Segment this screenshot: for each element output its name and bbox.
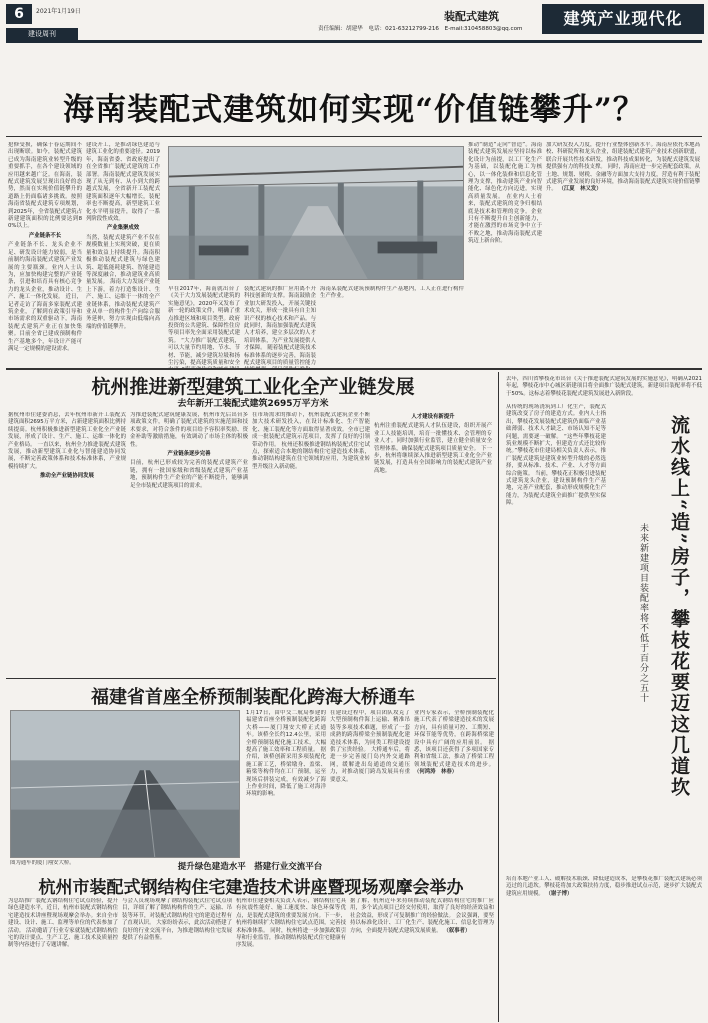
panzhihua-paragraph: 当前，攀枝花正积极引进装配式建筑龙头企业，建设预制构件生产基地，完善产业配套，推动形成规模化生产能力，为装配式建筑全面推广提供坚实保障。 [506, 470, 606, 507]
hainan-factory-photo [168, 146, 464, 280]
hainan-column-5 [468, 142, 542, 368]
seminar-paragraph: 活动邀请了行业专家就装配式钢结构住宅的设计要点、生产工艺、施工技术及质量控制等内容进行了专题讲解。 [8, 927, 118, 949]
fujian-column-1 [246, 710, 326, 860]
fujian-paragraph: 业内专家表示，全桥预制装配化施工代表了桥梁建造技术的发展方向，具有质量可控、工期短、环保节能等优势，在跨海桥梁建设中具有广阔的应用前景。 [414, 710, 494, 746]
column-brand: 建筑产业现代化 [542, 4, 704, 34]
panzhihua-column-2 [506, 876, 702, 1018]
hangzhou-paragraph: 杭州还积极推进钢结构装配式住宅试点，探索适合本地的钢结构住宅建造技术体系，推动钢结构建筑在住宅领域的应用，为建筑业转型升级注入新动能。 [252, 441, 370, 470]
hangzhou-paragraph: 目前，杭州已形成较为完善的装配式建筑产业链，拥有一批国家级和省级装配式建筑产业基地，预制构件生产企业的产能不断提升，能够满足全市装配式建筑项目的需求。 [130, 460, 248, 489]
hainan-paragraph: 海南大力发展产业链上下游，着力打造集设计、生产、施工、运维于一体的全产业链体系，推动装配式建筑产业从单一的构件生产向综合服务延伸，努力实现由低端向高端的价值链攀升。 [86, 279, 160, 330]
hangzhou-subheadline: 去年新开工装配式建筑2695万平方米 [177, 399, 329, 409]
seminar-paragraph: 大家纷纷表示，此次活动搭建了良好的行业交流平台，为推进钢结构住宅发展提供了有益借鉴。 [122, 920, 232, 942]
headline-rule [6, 136, 702, 137]
fujian-paragraph: 据悉，该项目还获得了多项国家专利和省级工法，推动了桥梁工程领域装配式建造技术的进步。 [414, 739, 494, 768]
fujian-signature: （何鸿涛 林春） [414, 769, 458, 776]
seminar-column-3 [236, 898, 346, 1020]
panzhihua-headline-box [608, 403, 698, 871]
hangzhou-paragraph: 杭州注重装配式建筑人才队伍建设，组织开展产业工人技能培训，培育一批懂技术、会管理的专业人才。同时加强行业监管，建立健全质量安全管理体系，确保装配式建筑项目质量安全。 [374, 423, 492, 452]
main-headline: 海南装配式建筑如何实现“价值链攀升”？ [63, 92, 645, 128]
masthead-rule [6, 40, 702, 43]
seminar-paragraph: 为总结推广装配式钢结构住宅试点经验，提升绿色建造水平，近日，杭州市装配式钢结构住宅建造技术讲座暨现场观摩会举办。来自全市建设、设计、施工、监理等单位的代表参加了活动。 [8, 898, 118, 934]
hainan-photo-caption: 海南某装配式建筑预制构件生产基地内，工人正在进行构件生产作业。 [320, 286, 464, 300]
bridge-photo-image [11, 711, 239, 857]
section-title: 装配式建筑 [444, 10, 499, 23]
panzhihua-paragraph: 培育本地产业工人、破解技术瓶颈、降低建造成本，是攀枝花推广装配式建筑必须迈过的几道坎。攀枝花将加大政策扶持力度，稳步推进试点示范，逐步扩大装配式建筑应用规模。 [506, 876, 702, 897]
hangzhou-column-1 [8, 412, 126, 674]
hainan-column-6 [546, 142, 700, 368]
hainan-column-3 [168, 286, 240, 368]
hainan-paragraph: 装配式建筑的推广应用离不开科技创新的支撑。海南鼓励企业加大研发投入，开展关键技术攻关，形成一批具有自主知识产权的核心技术和产品。与此同时，海南加强装配式建筑人才培养，建立多层次的人才培训体系，为产业发展提供人才保障。 [244, 286, 316, 352]
panzhihua-intro: 去年，四川省攀枝花市出台《关于推进装配式建筑发展的实施意见》，明确从2021年起，攀枝花市中心城区新建项目将全面推广装配式建筑，新建项目装配率将不低于50%。这标志着攀枝花装配式建筑发展进入新阶段。 [506, 376, 702, 397]
hainan-column-1 [8, 142, 82, 368]
seminar-column-4 [350, 898, 494, 1020]
hainan-column-4 [244, 286, 316, 368]
fujian-paragraph: 大桥通车后，将进一步完善厦门岛内外交通路网，缓解进出岛通道的交通压力，对推动厦门跨岛发展具有重要意义。 [330, 747, 410, 783]
hangzhou-paragraph: 为推进装配式建筑健康发展，杭州市先后出台多项政策文件，明确了装配式建筑的实施范围和技术要求，对符合条件的项目给予容积率奖励、资金补助等激励措施，有效调动了市场主体的积极性。 [130, 412, 248, 448]
hainan-subhead: 产业链条不长 [28, 232, 62, 239]
panzhihua-paragraph: “这些年攀枝花建筑业规模不断扩大，但建造方式还比较传统。”攀枝花市住建局相关负责人表示，推广装配式建筑是建筑业转型升级的必然选择，要从标准、技术、产业、人才等方面综合施策。 [506, 433, 606, 477]
hangzhou-paragraph: 一直以来，杭州全力推进装配式建筑发展，推动新型建筑工业化与智能建造协同发展，不断完善政策体系和技术标准体系，产业规模持续扩大。 [8, 441, 126, 470]
panzhihua-signature: （谢子博） [545, 890, 573, 897]
hangzhou-paragraph: 在市场需求的推动下，杭州装配式建筑企业不断加大技术研发投入，在设计标准化、生产智能化、施工装配化等方面取得显著成效。全市已建成一批装配式建筑示范项目，发挥了良好的引领带动作用。 [252, 412, 370, 448]
section-rule [6, 368, 702, 370]
hangzhou-column-4 [374, 412, 492, 674]
issue-date: 2021年1月19日 [36, 8, 81, 15]
factory-photo-image [169, 147, 463, 279]
seminar-paragraph: 同时，杭州将进一步加强政策引导和行业监管，推动钢结构装配式住宅健康有序发展。 [236, 927, 346, 949]
hainan-paragraph: 随着装配式建筑技术标准体系的逐步完善，海南装配式建筑项目的质量管控能力 [244, 345, 316, 367]
fujian-paragraph: 在建设过程中，项目团队攻克了大型预制构件海上运输、精准吊装等多项技术难题，形成了一套成熟的跨海桥梁全预制装配化建造技术体系，为同类工程建设提供了宝贵经验。 [330, 710, 410, 754]
seminar-headline: 杭州市装配式钢结构住宅建造技术讲座暨现场观摩会举办 [38, 878, 464, 898]
hangzhou-subhead: 产业链条逐步完善 [167, 451, 211, 458]
hangzhou-column-3 [252, 412, 370, 674]
seminar-column-1 [8, 898, 118, 1020]
panzhihua-subheadline: 未来新建项目装配率将不低于百分之五十 [638, 523, 648, 703]
fujian-paragraph: 1月17日，由中交二航局参建的福建省首座全桥预制装配化跨海大桥——厦门翔安大桥正式通车。该桥全长约12.4公里，采用全桥预制装配化施工技术，大幅提高了施工效率和工程质量。 [246, 710, 326, 754]
panzhihua-column-1 [506, 404, 606, 872]
seminar-paragraph: 杭州市住建委相关负责人表示，钢结构住宅具有抗震性能好、施工速度快、绿色环保等优点，是装配式建筑的重要发展方向。下一步，杭州将继续扩大钢结构住宅试点范围，完善技术标准体系。 [236, 898, 346, 934]
hainan-paragraph: 加大研发投入力度，提升行业整体创新水平。海南应依托本地高校、科研院所和龙头企业，组建装配式建筑产业技术创新联盟，联合开展共性技术研发，推动科技成果转化，为装配式建筑发展提供强有力的科技支撑。 [546, 142, 700, 171]
hainan-paragraph: 建设开工，是推动绿色建造与建筑工业化的重要途径。2019年，海南省委、省政府提出了在全省推广装配式建筑的工作部署。海南装配式建筑发展实现了从无到有、从小到大的跨越式发展，全省新开工装配式建筑面积逐年大幅增长，装配率也不断提高，新型建筑工业化水平明显提升，取得了一系列阶段性成效。 [86, 142, 160, 223]
bridge-photo-caption: 图为通车的厦门翔安大桥。 [10, 860, 75, 866]
hainan-paragraph: 早在2017年，海南就出台了《关于大力发展装配式建筑的实施意见》，2020年又发布了新一轮的政策文件，明确了重点推进区域和项目类型。政府投资的公共建筑、保障性住房等项目率先全面采用装配式建筑。 [168, 286, 240, 344]
hangzhou-column-2 [130, 412, 248, 674]
hainan-paragraph: 近日，记者走访了海南多家装配式建筑企业，了解到在政策引导和市场需求的双重驱动下，海南装配式建筑产业正在加快集聚。目前全省已建成预制构件生产基地多个，年设计产能可满足一定规模的建设需求。 [8, 294, 82, 352]
seminar-signature: （叙事者） [443, 927, 471, 934]
fujian-paragraph: 据介绍，该桥创新采用多项装配化施工新工艺，桥梁墩身、盖梁、箱梁等构件均在工厂预制，运至现场后拼装完成，有效减少了海上作业时间，降低了施工对海洋环境的影响。 [246, 747, 326, 798]
hangzhou-paragraph: 下一步，杭州将继续深入推进新型建筑工业化全产业链发展，打造具有全国影响力的装配式建筑产业高地。 [374, 445, 492, 474]
seminar-paragraph: 与会人员现场观摩了钢结构装配式住宅试点项目，详细了解了钢结构构件的生产、运输、吊装等环节，对装配式钢结构住宅的建造过程有了直观认识。 [122, 898, 232, 927]
hainan-column-2 [86, 142, 160, 368]
section-rule [6, 678, 496, 679]
page-number: 6 [6, 4, 32, 24]
seminar-paragraph: 据了解，杭州近年来持续推动装配式钢结构住宅的推广应用，多个试点项目已经交付使用，取得了良好的经济效益和社会效益，形成了可复制推广的经验做法。 [350, 898, 494, 919]
hainan-signature: （江夏 林又发） [558, 186, 602, 193]
hainan-paragraph: “大力推广装配式建筑，可以大量节约用地、节水、节材、节能，减少建筑垃圾和扬尘污染，提高建筑质量和安全 [168, 337, 240, 367]
edition-zone: 建设周刊 [6, 28, 78, 40]
hainan-paragraph: 同时，海南应进一步完善配套政策，从土地、规划、财税、金融等方面加大支持力度，营造有利于装配式建筑产业发展的良好环境，推动海南装配式建筑实现价值链攀升。 [546, 164, 700, 193]
masthead [0, 0, 708, 62]
hainan-paragraph: 在业内人士看来，装配式建筑的竞争归根结底是技术和管理的竞争。企业只有不断提升自主创新能力，才能在激烈的市场竞争中立于不败之地，推动海南装配式建筑迈上新台阶。 [468, 193, 542, 245]
editor-line: 责任编辑：胡建华 电话：021-63212799-216 E-mail:310458803@qq.com [318, 26, 523, 32]
panzhihua-paragraph: 从传统的现场浇筑到工厂化生产，装配式建筑改变了房子的建造方式。业内人士指出，攀枝花发展装配式建筑仍面临产业基础薄弱、技术人才缺乏、市场认知不足等问题，需要逐一破解。 [506, 404, 606, 440]
column-divider [498, 372, 499, 1022]
hangzhou-subhead: 人才建设有新提升 [411, 414, 455, 420]
seminar-subheadline: 提升绿色建造水平 搭建行业交流平台 [177, 862, 323, 872]
hainan-paragraph: 推动“制造”走向“智造”。海南装配式建筑发展应坚持以标准化设计为前提，以工厂化生产为基础，以装配化施工为核心，以一体化装修和信息化管理为支撑，推动建筑产业向智能化、绿色化方向迈进，实现高质量发展。 [468, 142, 542, 200]
seminar-column-2 [122, 898, 232, 1020]
hainan-paragraph: 抢修受损，确保于春运期间不出现断联。如今，装配式建筑已成为海南建筑业转型升级的重要抓手，在各个建设领域的应用越来越广泛。在海南，装配式建筑发展呈现出良好的态势，然而在实现价值链攀升的道路上仍面临诸多挑战。按照海南省装配式建筑专项规划，到2025年，全省装配式建筑占新建建筑面积的比例要达到80%以上。 [8, 142, 82, 230]
fujian-column-3 [414, 710, 494, 860]
hainan-paragraph: 产业链条不长、龙头企业不足、研发设计能力较弱，是当前制约海南装配式建筑产业发展的主要瓶颈。业内人士认为，应加快构建完整的产业链条，引进和培育具有核心竞争力的龙头企业，推动设计、生产、施工一体化发展。 [8, 242, 82, 301]
hangzhou-subhead: 推动全产业链协同发展 [40, 473, 94, 480]
hangzhou-headline: 杭州推进新型建筑工业化全产业链发展 [91, 376, 415, 398]
hainan-subhead: 产业集聚成效 [106, 225, 140, 232]
fujian-headline: 福建省首座全桥预制装配化跨海大桥通车 [91, 687, 415, 708]
bridge-photo [10, 710, 240, 858]
hainan-paragraph: 当然，装配式建筑产业不仅在规模数量上实现突破，更在质量和效益上持续提升。海南积极推动装配式建筑与绿色建筑、超低能耗建筑、智能建造等深度融合，推动建筑业高质量发展。 [86, 234, 160, 286]
seminar-paragraph: 会议强调，要坚持以标准化设计、工厂化生产、装配化施工、信息化管理为方向，全面提升装配式建筑发展质量。 [350, 912, 494, 934]
fujian-column-2 [330, 710, 410, 860]
panzhihua-headline: 流水线上“造”房子，攀枝花要迈这几道坎 [668, 415, 690, 798]
hangzhou-paragraph: 据杭州市住建委消息，去年杭州市新开工装配式建筑面积2695万平方米，占新建建筑面积比例持续提高。杭州积极推进新型建筑工业化全产业链发展，形成了设计、生产、施工、运维一体化的产业格局。 [8, 412, 126, 448]
